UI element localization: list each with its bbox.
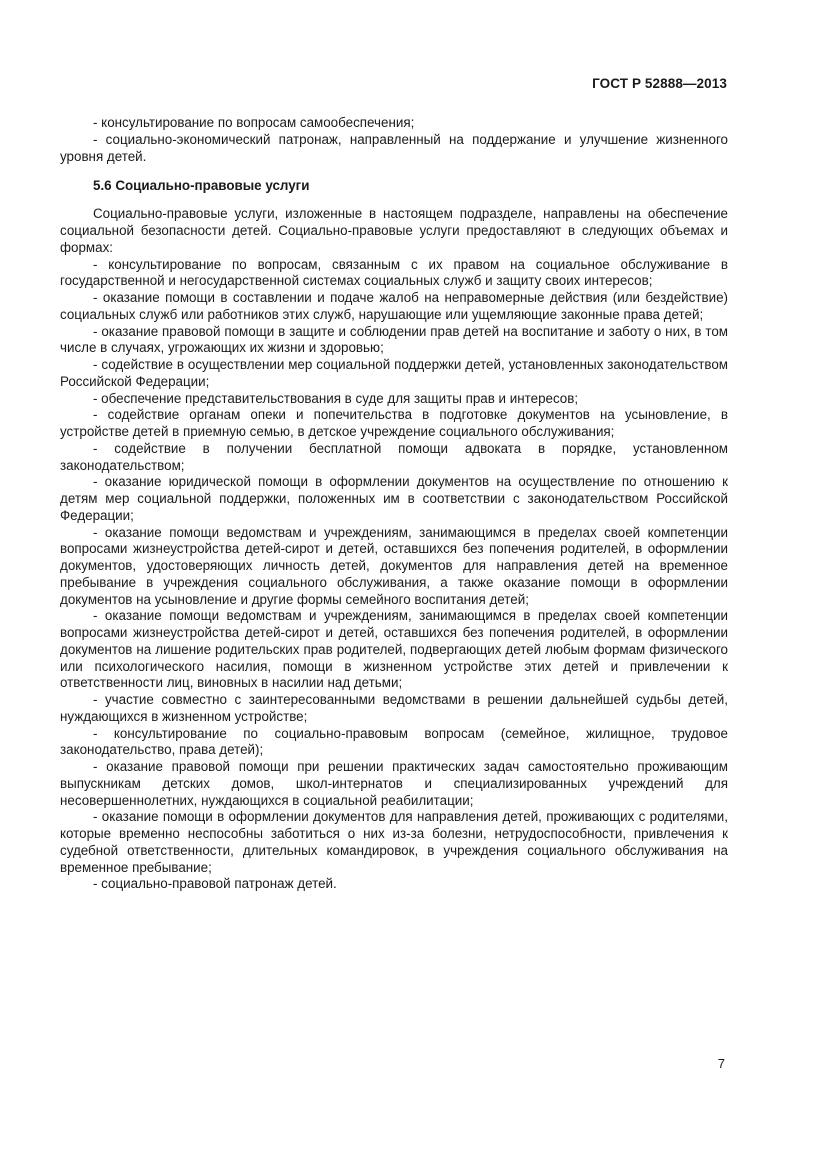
list-item: - оказание правовой помощи при решении практических задач самостоятельно проживающим выпускникам детских домов, школ-интернатов и специализированных учреждений для несовершеннолетних, нуждающихся в социальной реабилитации; bbox=[60, 759, 728, 808]
list-item: - оказание юридической помощи в оформлении документов на осуществление по отношению к детям мер социальной поддержки, положенных им в соответствии с законодательством Российской Федерации; bbox=[60, 474, 728, 523]
list-item: - содействие в осуществлении мер социальной поддержки детей, установленных законодательством Российской Федерации; bbox=[60, 357, 728, 389]
list-item: - оказание помощи ведомствам и учреждениям, занимающимся в пределах своей компетенции вопросами жизнеустройства детей-сирот и детей, оставшихся без попечения родителей, в оформлении документов на лишение родительских прав родителей, подвергающих детей любым формам физического или психологического насилия, помощи в жизненном устройстве этих детей и привлечении к ответственности лиц, виновных в насилии над детьми; bbox=[60, 608, 728, 691]
list-item: - содействие органам опеки и попечительства в подготовке документов на усыновление, в устройстве детей в приемную семью, в детское учреждение социального обслуживания; bbox=[60, 407, 728, 439]
section-items-list bbox=[60, 257, 728, 894]
list-item: - оказание помощи ведомствам и учреждениям, занимающимся в пределах своей компетенции вопросами жизнеустройства детей-сирот и детей, оставшихся без попечения родителей, в оформлении документов, удостоверяющих личность детей, документов для направления детей на временное пребывание в учреждения социального обслуживания, а также оказание помощи в оформлении документов на усыновление и другие формы семейного воспитания детей; bbox=[60, 524, 728, 607]
list-item: - содействие в получении бесплатной помощи адвоката в порядке, установленном законодательством; bbox=[60, 440, 728, 473]
section-title: 5.6 Социально-правовые услуги bbox=[93, 178, 310, 194]
list-item: - социально-экономический патронаж, направленный на поддержание и улучшение жизненного уровня детей. bbox=[60, 131, 728, 164]
top-items-list bbox=[60, 115, 728, 165]
list-item: - социально-правовой патронаж детей. bbox=[93, 876, 337, 892]
list-item: - обеспечение представительствования в суде для защиты прав и интересов; bbox=[93, 390, 579, 406]
list-item: - консультирование по социально-правовым вопросам (семейное, жилищное, трудовое законодательство, права детей); bbox=[60, 725, 728, 758]
list-item: - оказание помощи в составлении и подаче жалоб на неправомерные действия (или бездействие) социальных служб или работников этих служб, нарушающие или ущемляющие законные права детей; bbox=[60, 290, 728, 322]
list-item: - оказание правовой помощи в защите и соблюдении прав детей на воспитание и заботу о них, в том числе в случаях, угрожающих их жизни и здоровью; bbox=[60, 323, 728, 356]
section-intro: Социально-правовые услуги, изложенные в настоящем подразделе, направлены на обеспечение социальной безопасности детей. Социально-правовые услуги предоставляют в следующих объемах и формах: bbox=[60, 206, 728, 255]
document-body bbox=[60, 115, 728, 893]
list-item: - консультирование по вопросам самообеспечения; bbox=[93, 115, 415, 130]
list-item: - участие совместно с заинтересованными ведомствами в решении дальнейшей судьбы детей, нуждающихся в жизненном устройстве; bbox=[60, 692, 728, 724]
document-number: ГОСТ Р 52888—2013 bbox=[592, 76, 727, 91]
page-number: 7 bbox=[717, 1056, 725, 1071]
list-item: - консультирование по вопросам, связанным с их правом на социальное обслуживание в государственной и негосударственной системах социальных служб и защиту своих интересов; bbox=[60, 256, 728, 289]
list-item: - оказание помощи в оформлении документов для направления детей, проживающих с родителями, которые временно неспособны заботиться о них из-за болезни, нетрудоспособности, привлечения к судебной ответственности, длительных командировок, в учреждения социального обслуживания на временное пребывание; bbox=[60, 809, 728, 875]
